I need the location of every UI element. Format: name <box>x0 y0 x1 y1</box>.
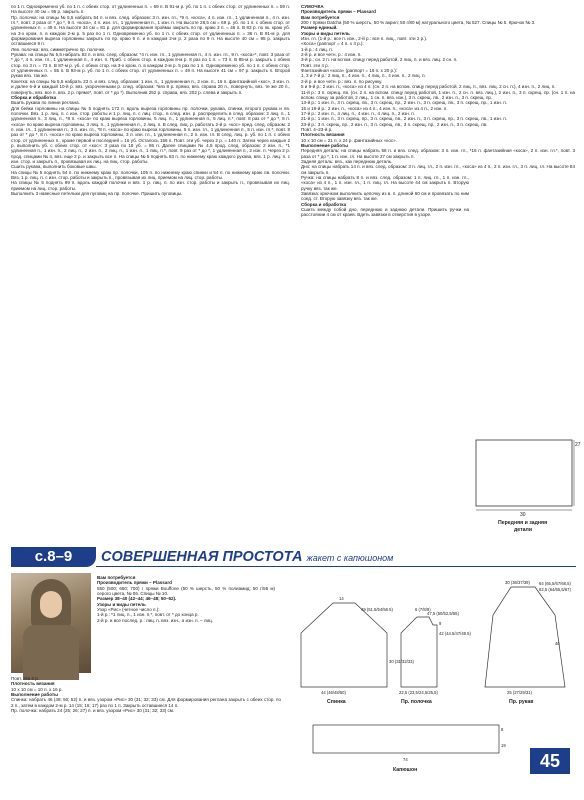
pattern-line: Изн. гл. (1-й р.: все п. изн., 2-й р.: все п. лиц., повт. эти 2 р.). <box>301 36 428 42</box>
section-heading: Выполнение работы <box>301 142 348 148</box>
section-heading: Размер единый. <box>301 25 338 31</box>
paragraph: Пр. полочка: на спицы № 5,5 набрать 54 п. и вяз. след. образом: 3 п. изн. гл., *9 п. «коса», 4 п. изн. гл., 1 удлиненная п., 4 п. изн. гл.*, повт. 2 раза от * до *, 9 п. «коса», 4 п. изн. гл., 1 удлиненная п., 1 изн. п. На высоте 28,5 см = 69 р. уб. по 1 п. с обеих стор. от удлиненных п. = 49 п. На высоте 34 см = 81 р. для формирования проймы закрыть по пр. краю 3 п. = 46 п. В 83 р. по пк. краю уб. на 3-х кром. п. в каждом 2-м р. 5 раз по 1 п. Одновременно уб. по 1 п. с обеих стор. от удлиненных п. = 36 п. В 91-м р. для формирования выреза горловины закрыть по пр. краю 9 п. и в каждом 2-м р. 2 раза по 9 п. На высоте 40 см = 95 р. закрыть оставшиеся 9 п. <box>11 14 290 47</box>
paragraph: Завязка: крючком выполнить цепочку из в. п. длиной 60 см и провязать по ним соед. ст. Вторую завязку вяз. так же. <box>301 191 469 202</box>
back-bottom-label: 44 (46/48/50) <box>321 690 346 695</box>
paragraph: Повт. эти 2 р. <box>11 676 39 681</box>
pattern-line: Фантазийная «коса» (раппорт = 16 п. х 20 р.): <box>301 68 398 74</box>
pattern-line: 21-й р.: 1 изн. п., 3 п. скрещ. пр., 3 п. скрещ. лв., 2 изн. п., 3 п. скрещ. пр., 3 п. скрещ. лв., 1 изн. п. <box>301 116 508 122</box>
paragraph: 10 х 10 см = 21 п. х 24 р. фантазийных «кос». <box>301 137 397 143</box>
yarn-maker: Производитель пряжи – Plassard <box>301 9 376 15</box>
pattern-line: 1-й р.: 4 лиц. п. <box>301 46 334 52</box>
back-side-label: 30 (31/32/33) <box>389 659 414 664</box>
page-number: 45 <box>530 748 570 774</box>
paragraph: Ручка: на спицы набрать 8 п. и вяз. след. образом: 1 п. лиц. гл., 1 п. изн. гл., «коса» из 4 п., 1 п. изн. гл., 1 п. лиц. гл. На высоте 44 см закрыть п. Вторую ручку вяз. так же. <box>301 175 469 191</box>
header-rule <box>96 566 576 567</box>
sleeve-bottom-label: 25 (27/29/31) <box>507 690 532 695</box>
sleeve-outline <box>485 587 565 687</box>
paragraph: Кокетка: на спицы № 5,5 набрать 23 п. и вяз. след. образом: 1 изн. п., 1 удлиненная п., 2 изн. п., 16 п. фантазийной «кос», 3 изн. п. и далее 6-й и каждый 10-й р. вяз. укороченными р. след. образом: *вяз 8 р. прямо, вяз. справа 20 п., повернуть, вяз. те же 20 п., повернуть, вяз. все п. вяз. 2 р. прямо*, повт. от * до *). Выполнив 252 р. справа, вяз. 202 р. слева и закрыть п. <box>11 78 290 95</box>
sleeve-top-label: 30 (36/37/39) <box>505 580 530 585</box>
section-heading: Сборка и обработка <box>301 201 347 207</box>
pattern-line: 5 и 9-й р.: 2 изн. п., «коса» из 4 п. (сн. 2 п. на вспом. спицу перед работой, 2 лиц. п., вяз. лиц. 2 сн. п.), 4 изн. п., 2 лиц. п. <box>301 84 556 90</box>
paragraph: Вшить рукава по линии реглана. <box>11 100 80 106</box>
right-text-column <box>301 4 575 218</box>
paragraph: Лев. полочка: вяз. симметрично пр. полочке. <box>11 46 106 52</box>
section-heading: Плотность вязания <box>301 132 345 138</box>
paragraph: 200 г пряжи Datcha (50 % шерсть, 50 % акрил; 50 г/80 м) натурального цвета, № 527. Спицы № 5. Крючок № 3. <box>301 20 536 26</box>
sleeve-label: Пр. рукав <box>509 699 534 705</box>
section-heading: Плотность вязания <box>11 681 55 687</box>
jacket-materials-column <box>97 575 275 623</box>
pattern-line: «Коса» (раппорт = 4 п. х 4 р.): <box>301 41 364 47</box>
hood-width-label: 74 <box>403 757 408 762</box>
sleeve-raglan2-label: 62,5 (64/65,5/67) <box>539 587 571 592</box>
pattern-line: 1-й р.: *1 лиц. п., 1 изн. п.*, повт. от * до конца р. <box>97 612 199 618</box>
article-subtitle: жакет с капюшоном <box>306 553 394 563</box>
back-raglan-label: 49 (51.5/54/56.5) <box>361 607 393 612</box>
section-heading: Узоры и виды петель <box>97 601 146 607</box>
hood-depth-label: 8 <box>501 727 504 732</box>
paragraph: Пр. полочка: набрать 24 (25; 26; 27) п. и вяз. узором «Рис» 30 (31; 32; 33) см. <box>11 708 175 714</box>
pattern-line: 2-й р. и все послед. р.: лиц. п. вяз. изн., а изн. п. – лиц. <box>97 617 213 623</box>
section-heading: Сборка и обработка <box>11 94 57 100</box>
pattern-line: Узор «Рис» (четное число п.): <box>97 607 160 613</box>
pattern-line: 17-й р.: 2 изн. п., 4 лиц. п., 4 изн. п., 4 лиц. п., 2 изн. п. <box>301 110 416 116</box>
paragraph: На спицы № 5 поднять 54 п. по нижнему краю пр. полочки, 105 п. по нижнему краю спинки и 54 п. по нижнему краю лв. полочки. Вяз. 1 р. лиц. п. с изн. стор. работы и закрыть п., провязывая их лиц. приемом на лиц. стор. работы. <box>11 169 290 180</box>
pattern-line: 1, 3 и 7-й р.: 2 лиц. п., 4 изн. п., 4 лиц. п., 4 изн. п., 2 лиц. п. <box>301 73 426 79</box>
bag-title: СУМОЧКА <box>301 4 324 9</box>
yarn-maker: Производитель пряжи – Plassard <box>97 580 172 586</box>
page-code-badge: с.8–9 <box>11 547 96 567</box>
model-photo <box>11 573 91 673</box>
front-bottom-label: 22,5 (23,5/24,5/25,5) <box>399 690 438 695</box>
paragraph: Рукава: на спицы № 5,5 набрать 83 п. и вяз. след. образом: *4 п. изн. гл., 1 удлиненная п., 4 п. изн. гл., 9 п. «коса»*, повт. 3 раза от * до *, 4 п. изн. гл., 1 удлиненная п., 4 изн. п. Приб. с обеих стор. в каждом 8-м р. 8 раз по 1 п. = 73 п. В 85-м р. закрыть с обеих стор. по 3 п. = 73 п. В 87-м р. уб. с обеих стор. на 3-х кром. п. в каждом 2-м р. 5 раз по 1 п. Одновременно уб. по 1 п. с обеих стор. от удлиненных п. = 55 п. В 93-м р. уб. по 1 п. с обеих стор. от удлиненных п. = 49 п. На высоте 41 см = 97 р. закрыть п. Второй рукав вяз. так же. <box>11 52 290 79</box>
back-label: Спинка <box>327 699 346 705</box>
front-raglan-label: 47,5 (50/52,5/55) <box>427 611 459 616</box>
front-neck-label: 9 <box>439 621 442 626</box>
paragraph: Задняя деталь: вяз., как переднюю деталь. <box>301 158 393 164</box>
article-title-text: СОВЕРШЕННАЯ ПРОСТОТА <box>101 549 303 565</box>
paragraph: 550 (500; 650; 700) г пряжи Bouffone (50 % шерсть, 50 % полиамид; 50 г/55 м) серого цвета, № 06. Спицы № 10. <box>97 585 275 597</box>
paragraph: Сшить рукава, выполнить боковые швы. <box>11 164 97 170</box>
pattern-line: 13-й р.: 1 изн. п., 3 п. скрещ. лв., 3 п. скрещ. пр., 2 изн. п., 3 п. скрещ. лв., 3 п. скрещ. пр., 1 изн. п. <box>301 100 508 106</box>
paragraph: по 1 п. Одновременно уб. по 1 п. с обеих стор. от удлиненных п. = 69 п. В 91-м р. уб. по 1 п. с обеих стор. от удлиненных п. = 59 п. На высоте 40 см = 95 р. закрыть п. <box>11 4 290 15</box>
paragraph: Спинка: набрать 46 (48; 50; 52) п. и вяз. узором «Рис» 30 (31; 32; 33) см. Для формирования реглана закрыть с обеих стор. по 2 п., затем в каждом 2-м р. 14 (15; 16; 17) раз по 1 п. Закрыть оставшиеся 14 п. <box>11 697 281 708</box>
front-top-label: 6 (7/8/9) <box>415 607 431 612</box>
pattern-line: 23-й р.: 3 п. скрещ. пр., 2 изн. п., 3 п. скрещ. лв., 3 п. скрещ. пр., 2 изн. п., 3 п. скрещ. лв. <box>301 121 488 127</box>
jacket-instructions-column <box>11 676 281 713</box>
jacket-shape <box>23 625 79 680</box>
pattern-line: 3-й р.: сн. 2 п. на вспом. спицу перед работой, 2 лиц. п. и вяз. лиц. 2 сн. п. <box>301 57 458 63</box>
sleeve-raglan-label: 64 (65,5/67/68,5) <box>539 581 571 586</box>
article-title <box>101 547 393 568</box>
sleeve-side-label: 46 <box>555 641 560 646</box>
left-text-column <box>11 4 290 196</box>
article-header <box>11 545 576 569</box>
bag-panel-outline <box>476 440 572 506</box>
front-outline <box>401 617 437 687</box>
paragraph: Дно: на спицы набрать 14 п. и вяз. след. образом: 3 п. лиц. гл., 2 п. изн. гл., «коса» из 4 п., 2 п. изн. гл., 3 п. лиц. гл. На высоте 84 см закрыть п. <box>301 164 575 175</box>
paragraph: 10 х 10 см = 10 п. х 16 р. <box>11 686 63 692</box>
back-top-label: 14 <box>339 596 344 601</box>
back-outline <box>301 603 387 687</box>
section-heading: Выполнение работы <box>11 692 58 698</box>
pattern-line: Повт. эти 4 р. <box>301 62 329 68</box>
schema-label-line1: Передняя и задняя <box>498 520 548 526</box>
pattern-line: 15 и 19-й р.: 2 изн. п., «коса» из 4 п., 4 изн. п., «коса» из 4 п., 2 изн. п. <box>301 105 448 111</box>
height-label: 27 <box>575 442 581 448</box>
pattern-line: Повт. 4–23-й р. <box>301 126 333 132</box>
bag-panel-schematic <box>470 436 580 536</box>
section-heading: Вам потребуется <box>97 575 136 580</box>
paragraph: Выполнить 3 навесные петельки для пуговиц на пр. полочке. Пришить пуговицы. <box>11 191 183 197</box>
hood-label: Капюшон <box>393 767 418 773</box>
paragraph: На спицы № 5 поднять 99 п. вдоль каждой полочки и вяз. 1 р. лиц. п. по изн. стор. работы и закрыть п., провязывая их лиц. приемом на лиц. стор. работы. <box>11 180 290 191</box>
pattern-line: 11-й р.: 3 п. скрещ. лв. (сн. 2 п. на вспом. спицу перед работой, 1 изн. п., 2 сн. п. вяз. лиц.), 2 изн. п., 3 п. скрещ. пр. (сн. 1 п. на вспом. спицу за работой, 2 лиц., 1 сн. п. вяз. изн.), 3 п. скрещ. лв., 2 изн. п., 3 п. скрещ. пр. <box>301 89 575 100</box>
width-label: 30 <box>520 512 526 518</box>
paragraph: Передняя деталь: на спицы набрать 58 п. и вяз. след. образом: 3 п. изн. гл., *16 п. фантазийная «коса», 2 п. изн. гл.*, повт. 3 раза от * до *, 1 п. изн. гл. На высоте 27 см закрыть п. <box>301 148 575 159</box>
front-label: Пр. полочка <box>401 699 432 705</box>
schema-label-line2: детали <box>514 527 533 533</box>
section-heading: Узоры и виды петель <box>301 30 350 36</box>
paragraph: Сшить между собой дно, переднюю и заднюю детали. Пришить ручки на расстоянии 4 см от краев. Вдеть завязки в отверстия в узоре. <box>301 207 469 218</box>
pattern-line: 2-й р. и все четн. р.: 4 изн. п. <box>301 52 362 58</box>
size-text: Размер 38–40 (42–44; 46–48; 50–52). <box>97 596 177 602</box>
hood-height-label: 19 <box>501 743 506 748</box>
front-side-label: 42 (44.5/47/49.5) <box>439 631 471 636</box>
hood-outline <box>313 725 499 753</box>
pattern-line: 2-й р. и все четн. р.: вяз. п. по рисунку. <box>301 78 383 84</box>
paragraph: Для бейки горловины на спицы № 5 поднять 172 п. вдоль выреза горловины пр. полочки, рукава, спинки, второго рукава и лв. полочки. Вяз. 1 р. лиц. п. с изн. стор. работы и 1 р. лиц. п. с лиц. стор., в след. изн. р. распределить в след. образом: 2 лиц. п., 1 удлиненная п., 3 лиц. п., *8 п. «коса» по краю выреза горловины, 5 лиц. п., 1 удлиненная п., 5 лиц. п.*, повт. 8 раз от * до *, 8 п. «коса» по краю выреза горловины, 3 лиц. п., 1 удлиненная п., 2 лиц. п. В след. лиц. р. работать 2-й р. «кос» пред. след. образом: 2 п. изн. гл., 1 удлиненная п., 3 п. изн. гл., *8 п. «коса» по краю выреза горловины, 5 п. изн. гл., 1 удлиненная п., 5 п. изн. гл.*, повт. 8 раз от * до *, 8 п. «коса» по краю выреза горловины, 3 п. изн. гл., 1 удлиненная п., 2 п. изн. гл. В след. лиц. р. уб. по 1 п. с обеих стор. от удлиненных п., кроме первой и последней = 16 уб. Осталось 156 п. Повт. эти уб. через 2 р. = 140 п. Затем через каждые 2 р. выполнить уб. с обеих стор. от «кос»: 3 раза по 18 уб. = 86 п. Далее спицами № 4,5 прод. след. образом: 2 изн. п., *1 удлиненная п., 1 изн. п., 2 лиц. п., 2 изн. п., 2 лиц. п., 1 изн. п., 1 лиц. п.*, повт. 9 раз от * до *, 1 удлиненная п., 2 изн. п. Через 2 р. прод. спицами № 4, вяз. еще 2 р. и закрыть все п. На спицы № 5 поднять 83 п. по нижнему краю каждого рукава, вяз. 1 р. лиц. п. с изн. стор. и закрыть п., провязывая их лиц. на лиц. стор. работы. <box>11 105 290 164</box>
section-heading: Вам потребуется <box>301 14 340 20</box>
face-shape <box>40 591 62 618</box>
